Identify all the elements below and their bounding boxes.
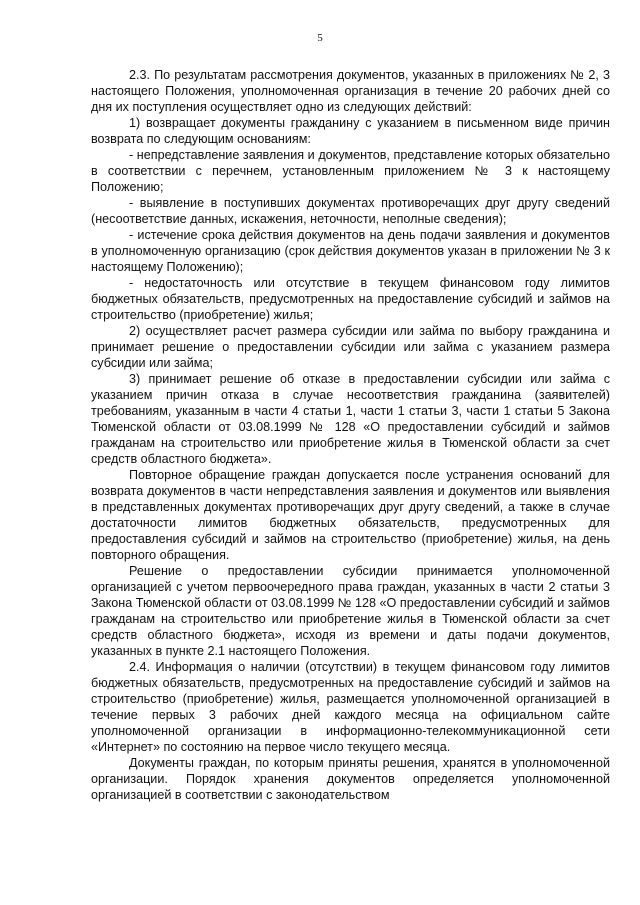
- paragraph-action-2: 2) осуществляет расчет размера субсидии или займа по выбору гражданина и принимает решение о предоставлении субсидии или займа с указанием размера субсидии или займа;: [91, 324, 610, 370]
- page-number: 5: [317, 32, 323, 44]
- paragraph-2-3: 2.3. По результатам рассмотрения документов, указанных в приложениях № 2, 3 настоящего Положения, уполномоченная организация в течение 20 рабочих дней со дня их поступления осуществляет одно из следующих действий:: [91, 68, 610, 114]
- paragraph-action-3: 3) принимает решение об отказе в предоставлении субсидии или займа с указанием причин отказа в случае несоответствия гражданина (заявителей) требованиям, указанным в части 4 статьи 1, части 1 статьи 3, части 1 статьи 5 Закона Тюменской области от 03.08.1999 № 128 «О предоставлении субсидий и займов гражданам на строительство или приобретение жилья в Тюменской области за счет средств областного бюджета».: [91, 372, 610, 466]
- paragraph-2-4: 2.4. Информация о наличии (отсутствии) в текущем финансовом году лимитов бюджетных обязательств, предусмотренных на предоставление субсидий и займов на строительство (приобретение) жилья, размещается уполномоченной организацией в течение первых 3 рабочих дней каждого месяца на официальном сайте уполномоченной организации в информационно-телекоммуникационной сети «Интернет» по состоянию на первое число текущего месяца.: [91, 660, 610, 754]
- paragraph-document-storage: Документы граждан, по которым приняты решения, хранятся в уполномоченной организации. Порядок хранения документов определяется уполномоченной организацией в соответствии с законодательством: [91, 756, 610, 802]
- document-body: [91, 67, 610, 803]
- paragraph-basis-4: - недостаточность или отсутствие в текущем финансовом году лимитов бюджетных обязательств, предусмотренных на предоставление субсидий и займов на строительство (приобретение) жилья;: [91, 276, 610, 322]
- paragraph-repeat-appeal: Повторное обращение граждан допускается после устранения оснований для возврата документов в части непредставления заявления и документов или выявления в представленных документах противоречащих друг другу сведений, а также в случае достаточности лимитов бюджетных обязательств, предусмотренных для предоставления субсидий и займов на строительство (приобретение) жилья, на день повторного обращения.: [91, 468, 610, 562]
- paragraph-basis-1: - непредставление заявления и документов, представление которых обязательно в соответствии с перечнем, установленным приложением № 3 к настоящему Положению;: [91, 148, 610, 194]
- paragraph-action-1: 1) возвращает документы гражданину с указанием в письменном виде причин возврата по следующим основаниям:: [91, 116, 610, 146]
- paragraph-basis-3: - истечение срока действия документов на день подачи заявления и документов в уполномоченную организацию (срок действия документов указан в приложении № 3 к настоящему Положению);: [91, 228, 610, 274]
- paragraph-basis-2: - выявление в поступивших документах противоречащих друг другу сведений (несоответствие данных, искажения, неточности, неполные сведения);: [91, 196, 610, 226]
- paragraph-subsidy-decision: Решение о предоставлении субсидии принимается уполномоченной организацией с учетом первоочередного права граждан, указанных в части 2 статьи 3 Закона Тюменской области от 03.08.1999 № 128 «О предоставлении субсидий и займов гражданам на строительство или приобретение жилья в Тюменской области за счет средств областного бюджета», исходя из времени и даты подачи документов, указанных в пункте 2.1 настоящего Положения.: [91, 564, 610, 658]
